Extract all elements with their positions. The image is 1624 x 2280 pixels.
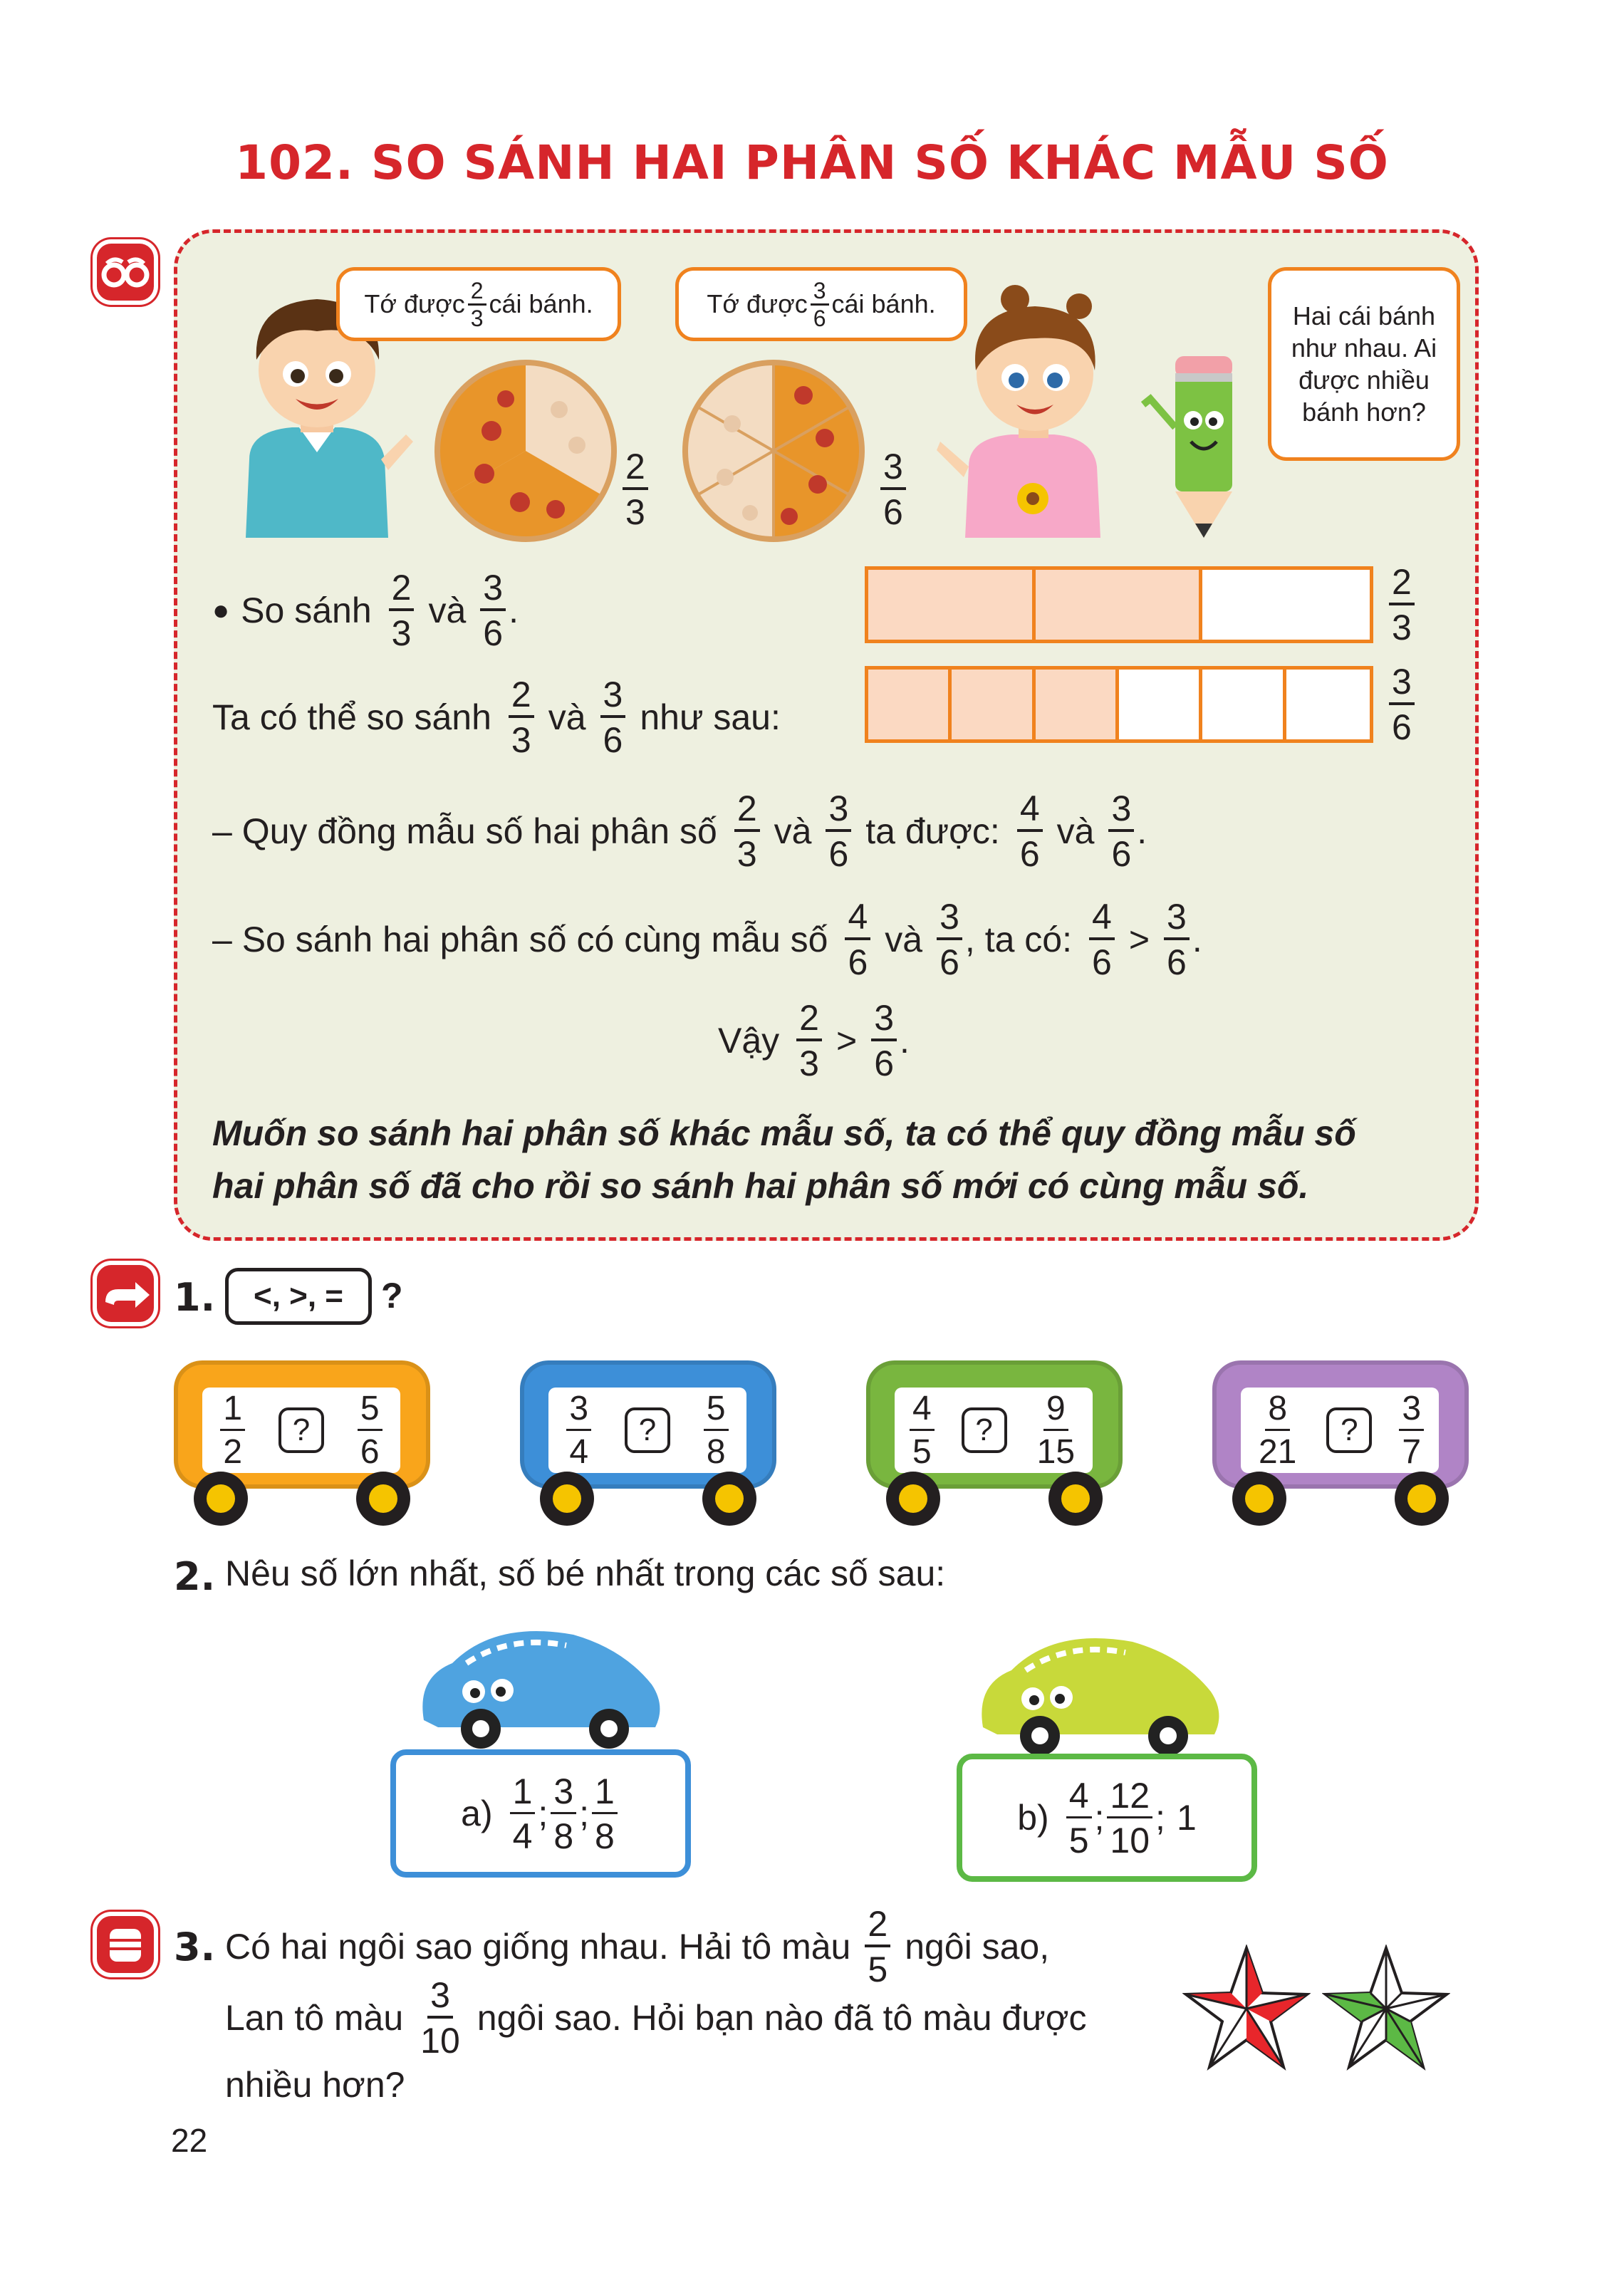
denominator: 6	[1167, 942, 1187, 982]
text: Ta có thể so sánh	[212, 697, 491, 737]
fraction	[1389, 564, 1415, 645]
text: ta được:	[865, 811, 1000, 851]
numerator: 2	[865, 1906, 890, 1947]
exercise-2-text: Nêu số lớn nhất, số bé nhất trong các số sau:	[225, 1553, 946, 1593]
green-star-illustration	[1322, 1945, 1450, 2073]
text: – Quy đồng mẫu số hai phân số	[212, 811, 717, 851]
wheel-icon	[886, 1472, 940, 1526]
numerator: 3	[1164, 899, 1190, 940]
numerator: 3	[826, 791, 851, 832]
bar-cell-empty	[1202, 570, 1370, 640]
denominator: 6	[883, 492, 903, 532]
bar-cell-filled	[1036, 570, 1203, 640]
denominator: 6	[360, 1432, 380, 1471]
numerator: 2	[509, 677, 534, 718]
fraction	[1108, 788, 1134, 874]
pizza-two-thirds	[434, 360, 617, 542]
denominator: 4	[569, 1432, 589, 1471]
numerator: 3	[480, 570, 506, 611]
denominator: 5	[868, 1950, 888, 1989]
denominator: 6	[603, 720, 623, 760]
number: 1	[1176, 1798, 1197, 1838]
fraction	[623, 449, 648, 530]
text: như sau:	[640, 697, 781, 737]
page-title: 102. SO SÁNH HAI PHÂN SỐ KHÁC MẪU SỐ	[235, 135, 1389, 190]
denominator: 6	[1392, 707, 1412, 747]
numerator: 3	[427, 1977, 453, 2019]
text: >	[1128, 920, 1150, 959]
red-star-illustration	[1182, 1945, 1311, 2073]
numerator: 4	[845, 899, 870, 940]
numerator: 3	[600, 677, 626, 718]
text: So sánh	[241, 590, 372, 630]
car-screen	[895, 1388, 1093, 1473]
text: Vậy	[718, 1021, 780, 1061]
fraction	[1089, 899, 1115, 980]
comparison-symbols-box: <, >, =	[225, 1268, 372, 1325]
denominator: 6	[939, 942, 959, 982]
fraction	[566, 1389, 591, 1471]
denominator: 15	[1036, 1432, 1076, 1471]
fraction-bar-sixths	[865, 666, 1373, 743]
fraction-bar-thirds	[865, 566, 1373, 643]
numerator: 2	[389, 570, 415, 611]
conclusion-line	[718, 1000, 910, 1081]
text: ngôi sao,	[905, 1927, 1050, 1967]
option-label: b)	[1017, 1798, 1049, 1838]
bar-cell-empty	[1119, 670, 1202, 739]
exercise-2-number: 2.	[174, 1554, 216, 1599]
step2-line	[212, 899, 1202, 980]
pizza2-label	[878, 449, 909, 530]
text: , ta có:	[964, 920, 1072, 959]
numerator: 2	[734, 791, 760, 832]
fraction	[1107, 1775, 1152, 1860]
text: >	[836, 1021, 858, 1061]
text: Có hai ngôi sao giống nhau. Hải tô màu	[225, 1927, 851, 1967]
bar-cell-empty	[1202, 670, 1286, 739]
numerator: 9	[1043, 1392, 1068, 1431]
numerator: 4	[1017, 791, 1043, 832]
green-car-illustration	[969, 1613, 1232, 1756]
exercise-3-line-1	[225, 1906, 1049, 1987]
blue-car-illustration	[410, 1606, 670, 1749]
rule-line-2: hai phân số đã cho rồi so sánh hai phân số mới có cùng mẫu số.	[212, 1166, 1309, 1206]
exercise-1-question-mark: ?	[381, 1276, 403, 1316]
wheel-icon	[1395, 1472, 1449, 1526]
denominator: 6	[828, 834, 849, 874]
fraction	[1256, 1389, 1299, 1471]
car-screen	[548, 1388, 746, 1473]
denominator: 2	[223, 1432, 243, 1471]
denominator: 3	[511, 720, 531, 760]
denominator: 6	[483, 613, 504, 653]
wheel-icon	[702, 1472, 756, 1526]
separator: ;	[538, 1794, 548, 1833]
denominator: 3	[1392, 608, 1412, 647]
fraction	[468, 279, 486, 330]
girl-illustration	[937, 285, 1129, 538]
bar2-label	[1386, 664, 1417, 745]
bubble-text: Hai cái bánh như nhau. Ai được nhiều bánh hơn?	[1291, 301, 1437, 427]
fraction	[811, 279, 829, 330]
fraction	[880, 449, 906, 530]
separator: ;	[1094, 1798, 1105, 1838]
text: và	[548, 697, 586, 737]
fraction	[417, 1975, 463, 2061]
wheel-icon	[1048, 1472, 1103, 1526]
wheel-icon	[194, 1472, 248, 1526]
fraction	[600, 677, 626, 758]
denominator: 5	[1068, 1820, 1089, 1860]
fraction	[1034, 1389, 1078, 1471]
numerator: 1	[510, 1774, 536, 1814]
fraction	[509, 677, 534, 758]
practice-hand-icon	[93, 1261, 158, 1326]
fraction	[1066, 1775, 1092, 1860]
numerator: 3	[551, 1774, 576, 1814]
fraction	[865, 1906, 890, 1987]
text: và	[428, 590, 467, 630]
comparison-car-3	[866, 1346, 1123, 1517]
numerator: 2	[1389, 564, 1415, 605]
denominator: 6	[1092, 942, 1112, 982]
numerator: 3	[880, 449, 906, 490]
option-b-box	[957, 1754, 1257, 1882]
fraction	[510, 1771, 536, 1856]
exercise-1-number: 1.	[174, 1275, 216, 1320]
numerator: 2	[468, 279, 486, 306]
bar-cell-filled	[868, 570, 1036, 640]
fraction	[389, 570, 415, 651]
numerator: 3	[871, 1000, 897, 1041]
pencil-speech-bubble	[1268, 267, 1460, 461]
practice-fist-icon	[93, 1912, 158, 1977]
wheel-icon	[356, 1472, 410, 1526]
exercise-3-line-2	[225, 1975, 1087, 2061]
bubble-text: Tớ được	[707, 289, 808, 318]
denominator: 4	[512, 1816, 533, 1856]
denominator: 21	[1258, 1432, 1297, 1471]
numerator: 1	[592, 1774, 618, 1814]
numerator: 8	[1265, 1392, 1290, 1431]
fraction	[845, 899, 870, 980]
exercise-3-number: 3.	[174, 1925, 216, 1969]
numerator: 2	[796, 1000, 822, 1041]
comparison-car-2	[520, 1346, 776, 1517]
fraction	[910, 1389, 935, 1471]
text: – So sánh hai phân số có cùng mẫu số	[212, 920, 828, 959]
denominator: 10	[1110, 1820, 1150, 1860]
text: .	[1192, 920, 1202, 959]
fraction	[220, 1389, 245, 1471]
fraction	[551, 1771, 576, 1856]
numerator: 4	[1089, 899, 1115, 940]
fraction	[592, 1771, 618, 1856]
rule-line-1: Muốn so sánh hai phân số khác mẫu số, ta có thể quy đồng mẫu số	[212, 1113, 1356, 1153]
text: và	[885, 920, 923, 959]
fraction	[826, 788, 851, 874]
fraction	[1389, 664, 1415, 745]
denominator: 3	[391, 613, 412, 653]
bubble-text: cái bánh.	[489, 289, 593, 318]
numerator: 3	[811, 279, 829, 306]
denominator: 6	[813, 305, 826, 331]
fraction	[1399, 1389, 1424, 1471]
answer-box[interactable]: ?	[279, 1407, 324, 1453]
denominator: 8	[595, 1816, 615, 1856]
option-label: a)	[461, 1794, 493, 1833]
fraction	[1164, 899, 1190, 980]
fraction	[796, 1000, 822, 1081]
separator: ;	[1155, 1798, 1165, 1838]
numerator: 3	[566, 1392, 591, 1431]
numerator: 5	[358, 1392, 382, 1431]
denominator: 7	[1402, 1432, 1422, 1471]
numerator: 12	[1107, 1778, 1152, 1818]
numerator: 1	[220, 1392, 245, 1431]
pizza-three-sixths	[682, 360, 865, 542]
bar1-label	[1386, 564, 1417, 645]
glasses-icon	[93, 239, 158, 305]
can-compare-line	[212, 677, 781, 758]
fraction	[734, 788, 760, 874]
text: .	[900, 1021, 910, 1061]
text: ngôi sao. Hỏi bạn nào đã tô màu được	[477, 1998, 1087, 2038]
text: Lan tô màu	[225, 1998, 404, 2038]
text: .	[509, 590, 519, 630]
fraction	[871, 1000, 897, 1081]
bubble-text: Tớ được	[364, 289, 465, 318]
car-screen	[202, 1388, 400, 1473]
denominator: 3	[799, 1043, 819, 1083]
girl-speech-bubble	[675, 267, 967, 341]
numerator: 4	[1066, 1778, 1092, 1818]
denominator: 8	[706, 1432, 726, 1471]
denominator: 3	[736, 834, 757, 874]
pizza1-label	[620, 449, 651, 530]
numerator: 3	[1108, 791, 1134, 832]
denominator: 5	[912, 1432, 932, 1471]
answer-box[interactable]: ?	[962, 1407, 1007, 1453]
denominator: 6	[874, 1043, 894, 1083]
boy-speech-bubble	[336, 267, 621, 341]
text: và	[1056, 811, 1095, 851]
exercise-3-line-3: nhiều hơn?	[225, 2065, 405, 2105]
numerator: 4	[910, 1392, 935, 1431]
bubble-text: cái bánh.	[831, 289, 936, 318]
denominator: 10	[420, 2021, 460, 2061]
denominator: 6	[1019, 834, 1040, 874]
denominator: 6	[1111, 834, 1132, 874]
separator: ;	[579, 1794, 590, 1833]
text: .	[1137, 811, 1147, 851]
bar-cell-filled	[952, 670, 1035, 739]
denominator: 6	[848, 942, 868, 982]
wheel-icon	[540, 1472, 594, 1526]
numerator: 2	[623, 449, 648, 490]
wheel-icon	[1232, 1472, 1286, 1526]
bar-cell-filled	[1036, 670, 1119, 739]
bullet-icon: ●	[212, 594, 230, 626]
fraction	[358, 1389, 382, 1471]
option-a-box	[390, 1749, 691, 1878]
denominator: 3	[470, 305, 484, 331]
fraction	[1017, 788, 1043, 874]
fraction	[480, 570, 506, 651]
answer-box[interactable]: ?	[625, 1407, 670, 1453]
denominator: 3	[625, 492, 645, 532]
bar-cell-empty	[1286, 670, 1370, 739]
fraction	[704, 1389, 729, 1471]
page-number: 22	[171, 2122, 208, 2159]
numerator: 3	[1389, 664, 1415, 705]
fraction	[937, 899, 962, 980]
text: và	[774, 811, 812, 851]
numerator: 5	[704, 1392, 729, 1431]
car-screen	[1241, 1388, 1439, 1473]
bar-cell-filled	[868, 670, 952, 739]
comparison-car-1	[174, 1346, 430, 1517]
pencil-character-illustration	[1140, 342, 1268, 541]
numerator: 3	[937, 899, 962, 940]
denominator: 8	[553, 1816, 574, 1856]
compare-line	[212, 570, 519, 651]
step1-line	[212, 788, 1147, 874]
numerator: 3	[1399, 1392, 1424, 1431]
comparison-car-4	[1212, 1346, 1469, 1517]
answer-box[interactable]: ?	[1326, 1407, 1372, 1453]
